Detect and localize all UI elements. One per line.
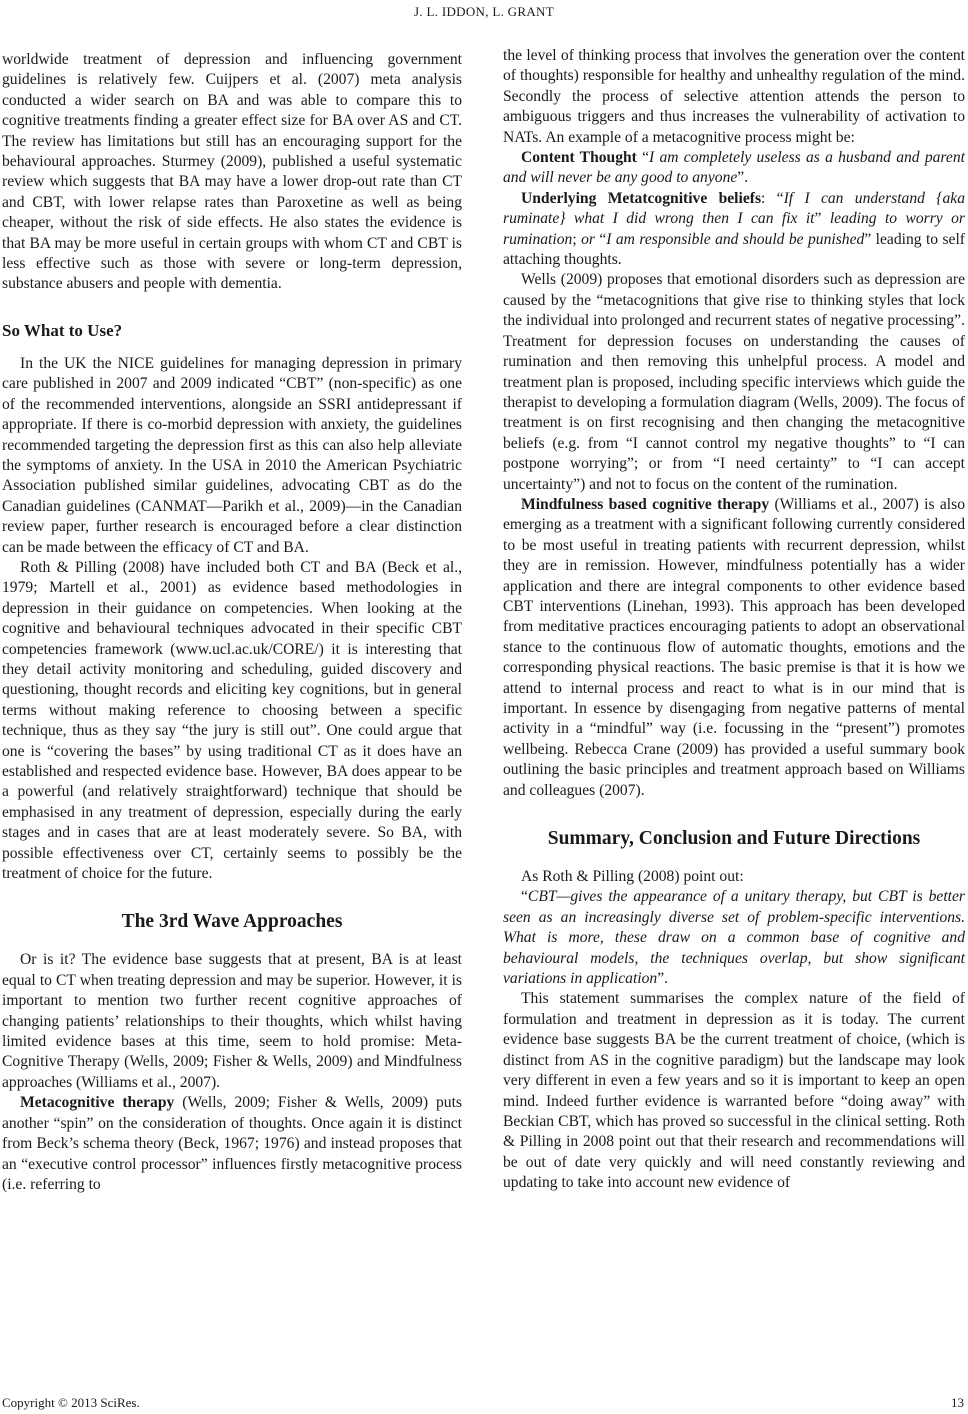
term-mindfulness: Mindfulness based cognitive therapy <box>521 495 770 513</box>
quote: or <box>581 230 595 248</box>
block-quote <box>503 887 965 989</box>
paragraph-text: (Williams et al., 2007) is also emerging as a treatment with a significant following currently considered to be most useful in treating patients with recurrent depression, whilst they are in remission. However, mindfulness potentially has a wider application and there are integral components to other evidence based CBT interventions (Linehan, 1993). This approach has been developed from meditative practices encouraging patients to adopt an observational stance to the continuous flow of automatic thoughts, emotions and the corresponding physical reactions. The basic premise is that it is how we attend to internal process and react to what is in our mind that is important. In essence by disengaging from negative patterns of mental activity in a “mindful” way (i.e. focussing in the “present”) promotes wellbeing. Rebecca Crane (2009) has provided a useful summary book outlining the basic principles and treatment approach based on Williams and colleagues (2007). <box>503 495 965 799</box>
quote: If I can understand {aka ruminate} what I did wrong then I can fix it <box>503 189 966 228</box>
page-number: 13 <box>951 1395 964 1410</box>
copyright-footer: Copyright © 2013 SciRes. <box>2 1395 140 1410</box>
punctuation: “ <box>521 888 528 906</box>
paragraph <box>2 1093 462 1195</box>
quote: I am responsible and should be punished <box>606 230 865 248</box>
term-metacognitive-beliefs: Underlying Metatcognitive beliefs <box>521 189 762 207</box>
punctuation: ” <box>814 210 830 228</box>
punctuation: “ <box>594 230 607 248</box>
paragraph: worldwide treatment of depression and influencing government guidelines is relatively few. Cuijpers et al. (2007) meta analysis conducted a wider search on BA and was able to compare this to cognitive treatments finding a greater effect size for BA over AS and CT. The review has limitations but still has an encouraging support for the behavioural approaches. Sturmey (2009), published a useful systematic review which suggests that BA may have a lower drop-out rate than CT and CBT, with lower relapse rates than Paroxetine as well as being cheaper, without the risk of side effects. He also states the evidence is that BA may be more useful in certain groups with whom CT and CBT is less effective such as those with severe or long-term depression, substance abusers and people with dementia. <box>2 51 462 293</box>
punctuation: ”. <box>657 970 669 988</box>
right-column <box>503 46 965 1194</box>
section-heading-summary: Summary, Conclusion and Future Directions <box>547 828 921 850</box>
paragraph-text: ” leading to self attaching thoughts. <box>503 230 966 269</box>
paragraph: This statement summarises the complex nature of the field of formulation and treatment in depression as it is today. The current evidence base suggests BA be the current treatment of choice, (which is distinct from AS in the cognitive paradigm) but the landscape may look very different in even a few years and so it is important to keep an open mind. Indeed further evidence is warranted before “doing away” with Beckian CBT, which has proved so successful in the clinical setting. Roth & Pilling in 2008 point out that their research and recommendations will be out of date very quickly and will need constantly reviewing and updating to take into account new evidence of <box>503 990 965 1192</box>
term-content-thought: Content Thought <box>521 149 637 167</box>
punctuation: ”. <box>737 169 749 187</box>
punctuation: : “ <box>761 189 784 207</box>
quote: leading to worry or rumination <box>503 210 965 248</box>
paragraph <box>503 495 965 801</box>
term-metacognitive-therapy: Metacognitive therapy <box>20 1094 175 1112</box>
running-head: J. L. IDDON, L. GRANT <box>414 4 554 19</box>
paragraph <box>503 148 965 189</box>
punctuation: “ <box>636 149 650 167</box>
section-heading-3rd-wave: The 3rd Wave Approaches <box>121 911 343 933</box>
quote: I am completely useless as a husband and parent and will never be any good to anyone <box>503 149 965 187</box>
paragraph <box>503 189 965 271</box>
paragraph: In the UK the NICE guidelines for managing depression in primary care published in 2007 and 2009 indicated “CBT” (non-specific) as one of the recommended interventions, alongside an SSRI antidepressant if appropriate. If there is co-morbid depression with anxiety, the guidelines recommended targeting the depression first as this can also help alleviate the symptoms of anxiety. In the USA in 2010 the American Psychiatric Association published similar guidelines, advocating CBT as do the Canadian guidelines (CANMAT—Parikh et al., 2009)—in the Canadian review paper, further research is encouraged before a clear distinction can be made between the efficacy of CT and BA. <box>2 354 462 556</box>
section-heading-so-what-to-use: So What to Use? <box>2 320 123 340</box>
left-column <box>2 50 462 1195</box>
paragraph: Wells (2009) proposes that emotional disorders such as depression are caused by the “metacognitions that give rise to thinking styles that lock the individual into prolonged and recurrent states of negative processing”. Treatment for depression focuses on understanding the causes of rumination and then removing this unhelpful process. A model and treatment plan is proposed, including specific interviews which guide the therapist to developing a formulation diagram (Wells, 2009). The focus of treatment is on first recognising and then changing the metacognitive beliefs (e.g. from “I cannot control my negative thoughts” to “I can postpone worrying”; or from “I need certainty” to “I can accept uncertainty”) and not to focus on the content of the rumination. <box>503 271 965 493</box>
paragraph: Roth & Pilling (2008) have included both CT and BA (Beck et al., 1979; Martell et al., 2001) as evidence based methodologies in depression in their guidance on competencies. When looking at the cognitive and behavioural techniques advocated in their specific CBT competencies framework (www.ucl.ac.uk/CORE/) it is interesting that they detail activity monitoring and scheduling, guided discovery and questioning, thought records and eliciting key cognitions, but in general terms without making reference to choosing between a specific technique, thus as they say “the jury is still out”. One could argue that one is “covering the bases” by using traditional CT as it does have an established and respected evidence base. However, BA does appear to be a powerful (and relatively straightforward) technique that should be emphasised in any treatment of depression, especially during the early stages and in cases that are at least moderately severe. So BA, with possible effectiveness over CT, certainly seems to possibly be the treatment of choice for the future. <box>2 558 462 883</box>
punctuation: ; <box>572 230 582 248</box>
paragraph-text: (Wells, 2009; Fisher & Wells, 2009) puts another “spin” on the consideration of thoughts. Once again it is distinct from Beck’s schema theory (Beck, 1967; 1976) and instead proposes that an “executive control processor” influences firstly metacognitive process (i.e. referring to <box>2 1094 462 1193</box>
quote: CBT—gives the appearance of a unitary therapy, but CBT is better seen as an increasingly diverse set of problem-specific interventions. What is more, these draw on a common base of cognitive and behavioural models, the techniques overlap, but show significant variations in application <box>503 888 965 988</box>
paragraph: As Roth & Pilling (2008) point out: <box>521 868 744 886</box>
paragraph: the level of thinking process that involves the generation over the content of thoughts) responsible for healthy and unhealthy regulation of the mind. Secondly the process of selective attention attends the person to ambiguous triggers and thus increases the vulnerability of activation to NATs. An example of a metacognitive process might be: <box>503 47 965 146</box>
paragraph: Or is it? The evidence base suggests that at present, BA is at least equal to CT when treating depression and may be superior. However, it is important to mention two further recent cognitive approaches of changing patients’ relationships to their thoughts, which whilst having limited evidence bases at this time, seem to hold promise: Meta-Cognitive Therapy (Wells, 2009; Fisher & Wells, 2009) and Mindfulness approaches (Williams et al., 2007). <box>2 951 462 1091</box>
